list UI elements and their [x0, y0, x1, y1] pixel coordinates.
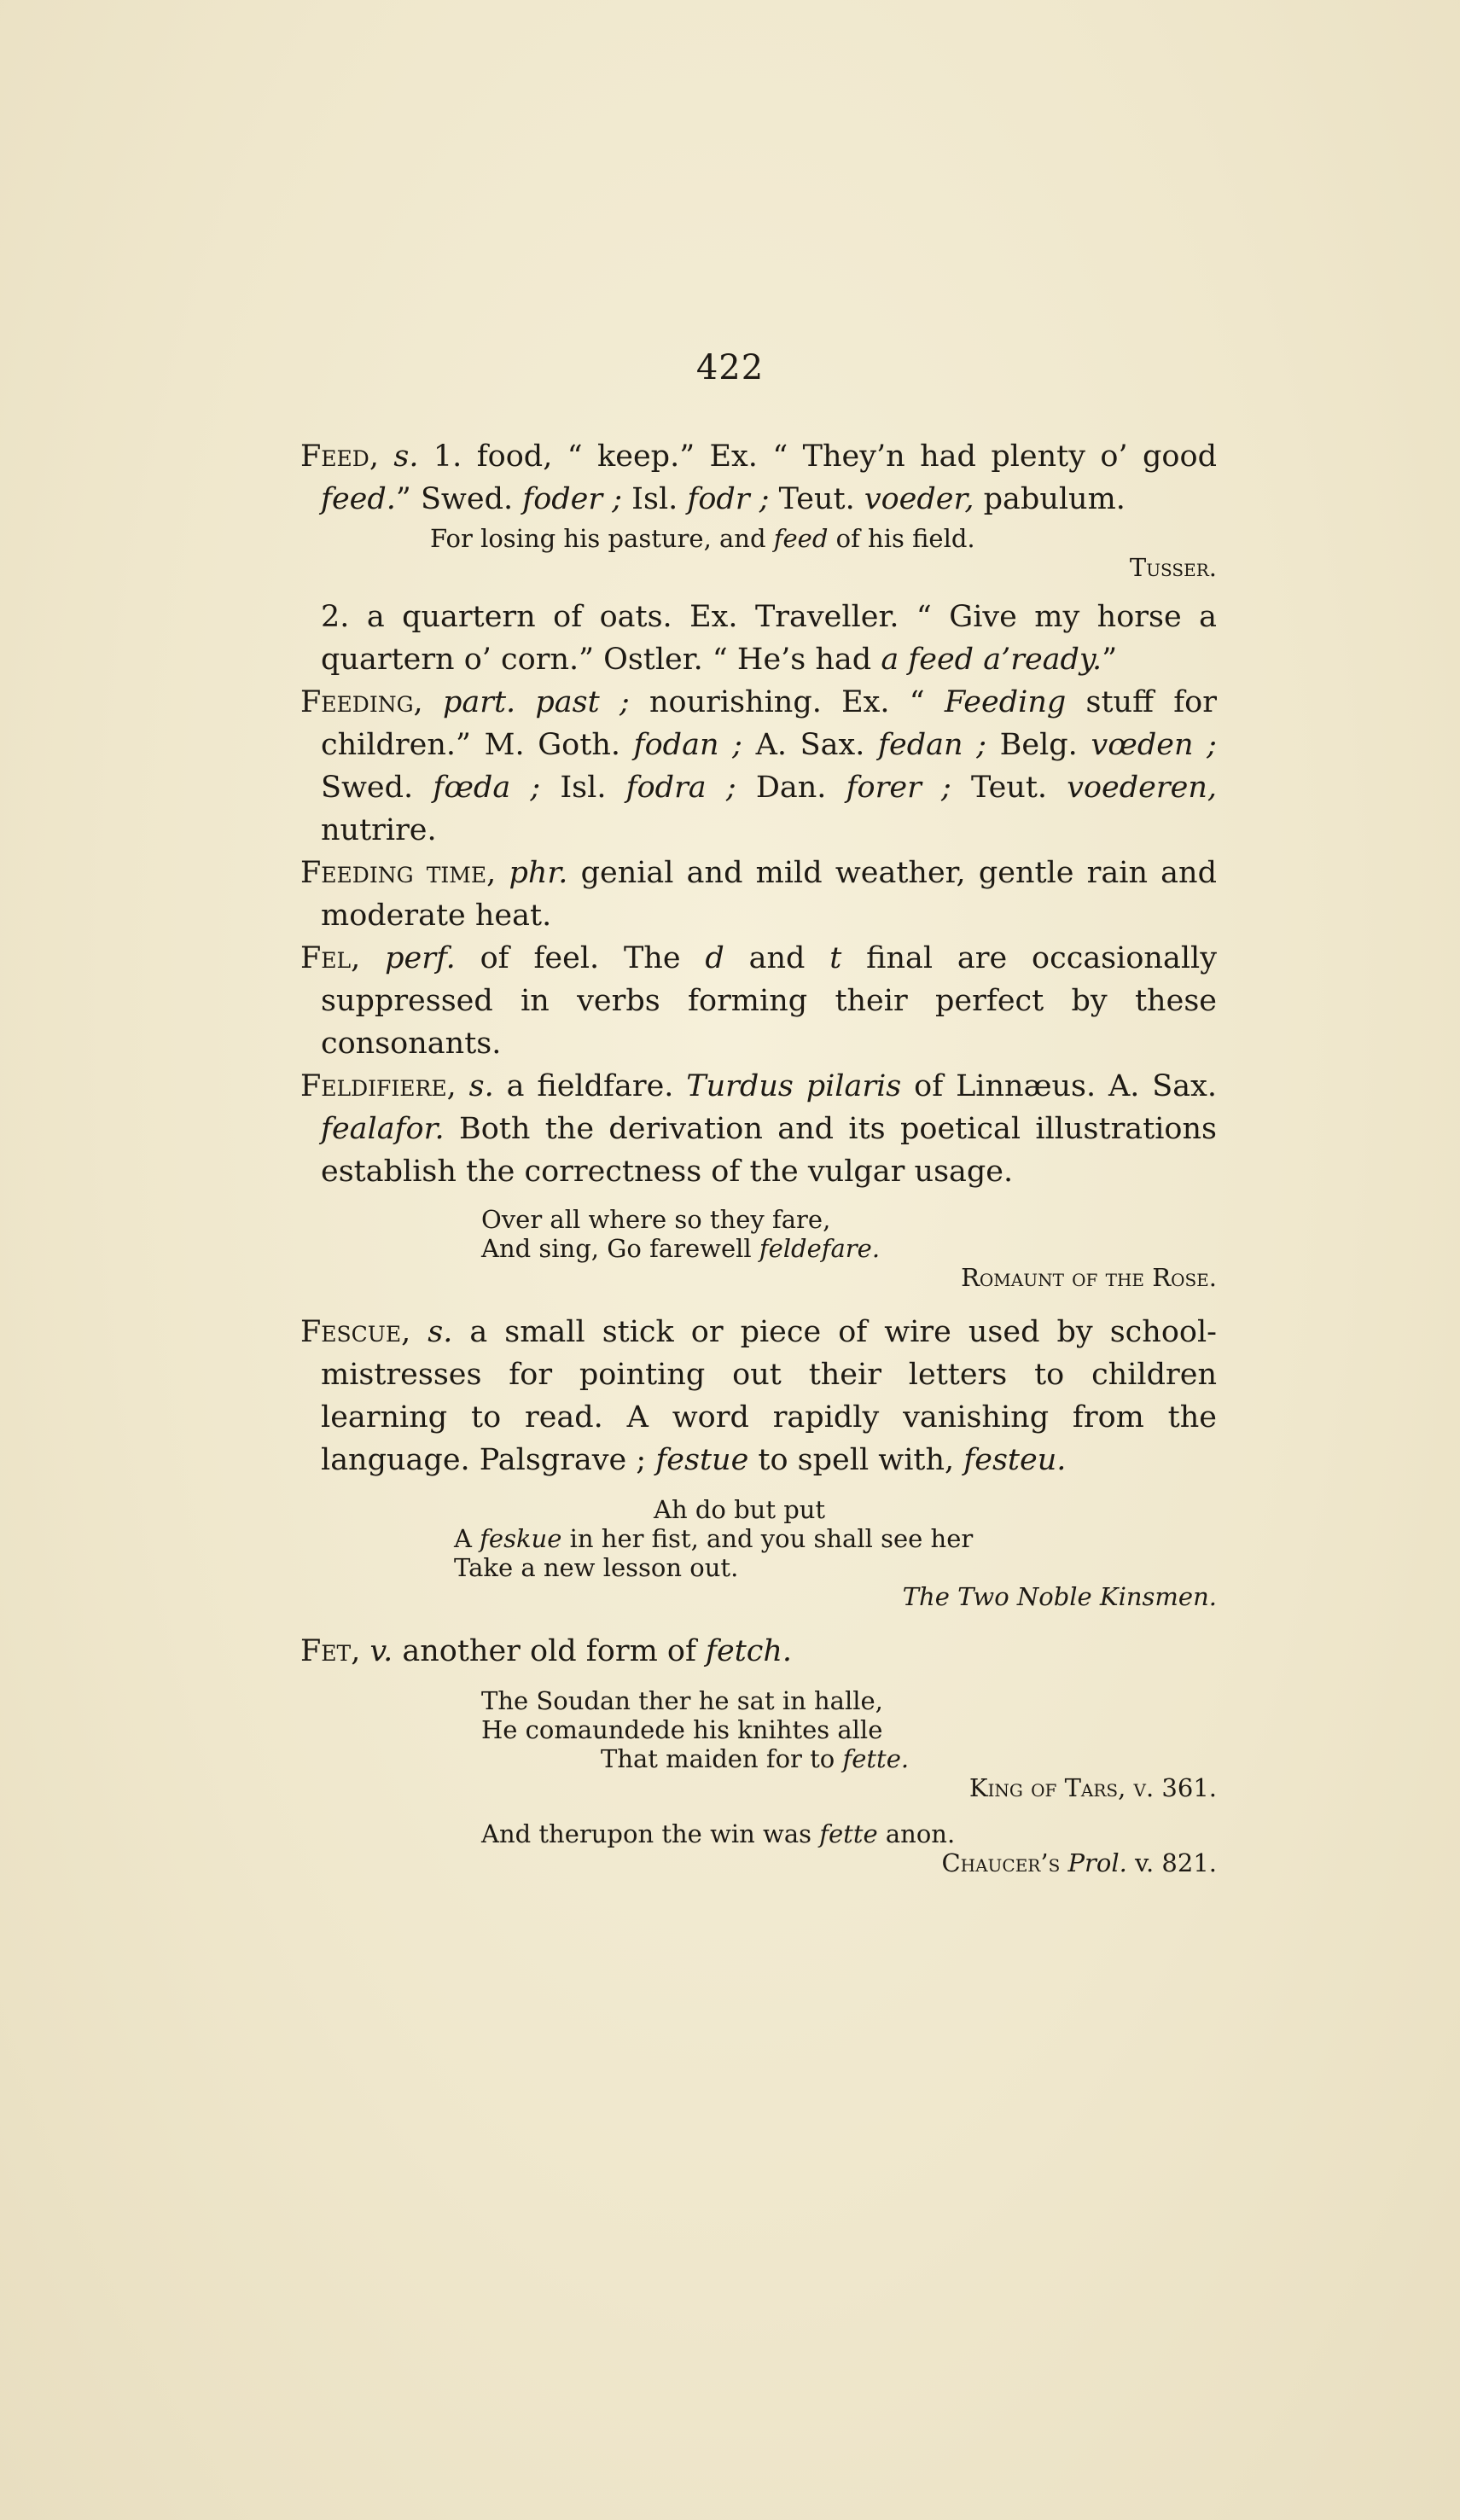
entry-fet: Fet, v. another old form of fetch.	[300, 1634, 793, 1668]
quotation-attribution: Tusser.	[1129, 553, 1217, 582]
quotation-feed: For losing his pasture, and feed of his field. Tusser.	[430, 524, 1217, 582]
headword: Fel,	[300, 941, 361, 975]
entry-feldifiere: Feldifiere, s. a fieldfare. Turdus pilaris of Linnæus. A. Sax. fealafor. Both the derivation and its poetical illustrations establish the correctness of the vulgar usage.	[300, 1069, 1217, 1189]
headword: Feldifiere,	[300, 1069, 457, 1103]
part-of-speech: perf.	[385, 941, 456, 975]
quotation-attribution: King of Tars, v. 361.	[968, 1773, 1217, 1802]
part-of-speech: part. past ;	[442, 685, 630, 719]
part-of-speech: v.	[369, 1634, 393, 1668]
quotation-fet-1: The Soudan ther he sat in halle, He comaundede his knihtes alle That maiden for to fette. King of Tars, v. 361.	[481, 1686, 1217, 1802]
quotation-attribution: The Two Noble Kinsmen.	[902, 1582, 1217, 1611]
entry-feed: Feed, s. 1. food, “ keep.” Ex. “ They’n had plenty o’ good feed.” Swed. foder ; Isl. fodr ; Teut. voeder, pabulum.	[300, 439, 1217, 516]
quotation-fescue: Ah do but put A feskue in her fist, and you shall see her Take a new lesson out. The Two Noble Kinsmen.	[454, 1495, 1217, 1611]
quotation-attribution: Chaucer’s Prol. v. 821.	[941, 1848, 1217, 1877]
part-of-speech: phr.	[509, 856, 568, 890]
headword: Feeding time,	[300, 856, 497, 890]
page-number: 422	[695, 348, 765, 387]
dictionary-content	[300, 435, 1217, 1891]
part-of-speech: s.	[468, 1069, 494, 1103]
entry-fescue: Fescue, s. a small stick or piece of wire used by school-mistresses for pointing out their letters to children learning to read. A word rapidly vanishing from the language. Palsgrave ; festue to spell with, festeu.	[300, 1315, 1217, 1477]
headword: Feed,	[300, 439, 379, 474]
entry-feeding: Feeding, part. past ; nourishing. Ex. “ Feeding stuff for children.” M. Goth. fodan ; A. Sax. fedan ; Belg. vœden ; Swed. fœda ; Isl. fodra ; Dan. forer ; Teut. voederen, nutrire.	[300, 685, 1217, 847]
headword: Fet,	[300, 1634, 361, 1668]
entry-fel: Fel, perf. of feel. The d and t final are occasionally suppressed in verbs forming their perfect by these consonants.	[300, 941, 1217, 1061]
entry-feeding-time: Feeding time, phr. genial and mild weather, gentle rain and moderate heat.	[300, 856, 1217, 933]
part-of-speech: s.	[428, 1315, 453, 1349]
quotation-fet-2: And therupon the win was fette anon. Chaucer’s Prol. v. 821.	[481, 1819, 1217, 1877]
headword: Fescue,	[300, 1315, 411, 1349]
part-of-speech: s.	[393, 439, 419, 474]
headword: Feeding,	[300, 685, 423, 719]
quotation-attribution: Romaunt of the Rose.	[961, 1263, 1217, 1292]
quotation-feldifiere: Over all where so they fare, And sing, Go farewell feldefare. Romaunt of the Rose.	[481, 1205, 1217, 1292]
entry-feed-sense-2: 2. a quartern of oats. Ex. Traveller. “ Give my horse a quartern o’ corn.” Ostler. “ He’s had a feed a’ready.”	[321, 600, 1217, 677]
